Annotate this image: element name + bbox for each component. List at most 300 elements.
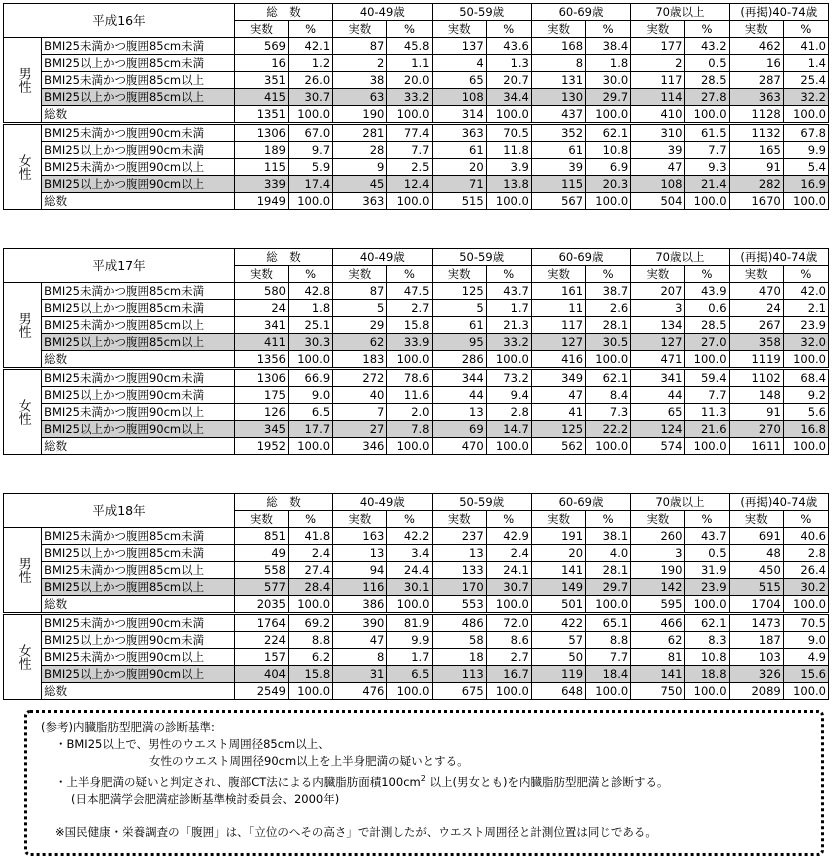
value-cell: 94 [333, 562, 387, 579]
value-cell: 8.8 [586, 632, 631, 649]
table-row [4, 72, 829, 89]
value-cell: 1.8 [586, 55, 631, 72]
value-cell: 23.9 [783, 317, 828, 334]
value-cell: 33.2 [486, 334, 531, 351]
value-cell: 100.0 [387, 438, 432, 455]
value-cell: 100.0 [586, 351, 631, 369]
value-cell: 30.1 [387, 579, 432, 596]
value-cell: 352 [531, 124, 585, 142]
value-cell: 42.1 [288, 38, 332, 55]
value-cell: 48 [729, 545, 783, 562]
row-label: BMI25未満かつ腹囲90cm未満 [42, 614, 235, 632]
row-label: BMI25以上かつ腹囲85cm以上 [42, 334, 235, 351]
value-cell: 341 [631, 369, 685, 387]
value-cell: 100.0 [783, 438, 828, 455]
value-cell: 1.1 [387, 55, 432, 72]
sex-label: 女性 [4, 369, 42, 455]
value-cell: 1.2 [288, 55, 332, 72]
value-cell: 5.4 [783, 159, 828, 176]
value-cell: 20.3 [586, 176, 631, 193]
value-cell: 1102 [729, 369, 783, 387]
value-cell: 1952 [234, 438, 288, 455]
row-label: BMI25以上かつ腹囲90cm以上 [42, 421, 235, 438]
value-cell: 31 [333, 666, 387, 683]
value-cell: 100.0 [486, 106, 531, 124]
value-cell: 282 [729, 176, 783, 193]
value-cell: 13 [432, 545, 486, 562]
value-cell: 26.4 [783, 562, 828, 579]
row-label: BMI25以上かつ腹囲90cm以上 [42, 666, 235, 683]
value-cell: 207 [631, 283, 685, 300]
value-cell: 9.0 [783, 632, 828, 649]
value-cell: 17.7 [288, 421, 332, 438]
table-row [4, 193, 829, 210]
age-group-header: 60-69歳 [531, 494, 630, 511]
value-cell: 137 [432, 38, 486, 55]
value-cell: 2 [631, 55, 685, 72]
age-group-header: 総 数 [234, 494, 332, 511]
value-cell: 58 [432, 632, 486, 649]
value-cell: 9.3 [685, 159, 729, 176]
value-cell: 100.0 [783, 193, 828, 210]
table-row [4, 632, 829, 649]
note-line-2: 女性のウエスト周囲径90cm以上を上半身肥満の疑いとする。 [149, 754, 469, 768]
value-cell: 163 [333, 528, 387, 545]
value-cell: 346 [333, 438, 387, 455]
value-cell: 29 [333, 317, 387, 334]
value-cell: 8.4 [586, 387, 631, 404]
value-cell: 100.0 [586, 193, 631, 210]
value-cell: 20 [531, 545, 585, 562]
value-cell: 1.8 [288, 300, 332, 317]
count-header: 実数 [631, 266, 685, 283]
value-cell: 13 [432, 404, 486, 421]
row-label: BMI25未満かつ腹囲85cm未満 [42, 528, 235, 545]
value-cell: 25.4 [783, 72, 828, 89]
age-group-header: 50-59歳 [432, 4, 531, 21]
row-label: BMI25未満かつ腹囲85cm以上 [42, 72, 235, 89]
value-cell: 70.5 [486, 124, 531, 142]
value-cell: 77.4 [387, 124, 432, 142]
count-header: 実数 [531, 266, 585, 283]
note-line-3-sup: 2 [420, 774, 426, 783]
value-cell: 27.4 [288, 562, 332, 579]
value-cell: 1351 [234, 106, 288, 124]
age-group-header: 40-49歳 [333, 494, 432, 511]
value-cell: 18.8 [685, 666, 729, 683]
value-cell: 416 [531, 351, 585, 369]
value-cell: 28.4 [288, 579, 332, 596]
value-cell: 38.4 [586, 38, 631, 55]
value-cell: 59.4 [685, 369, 729, 387]
value-cell: 7.3 [586, 404, 631, 421]
value-cell: 9.0 [288, 387, 332, 404]
value-cell: 13.8 [486, 176, 531, 193]
value-cell: 32.2 [783, 89, 828, 106]
value-cell: 486 [432, 614, 486, 632]
value-cell: 100.0 [288, 683, 332, 700]
row-label: 総数 [42, 106, 235, 124]
value-cell: 38.7 [586, 283, 631, 300]
value-cell: 410 [631, 106, 685, 124]
value-cell: 100.0 [288, 438, 332, 455]
value-cell: 2.6 [586, 300, 631, 317]
value-cell: 0.5 [685, 55, 729, 72]
value-cell: 7.7 [586, 649, 631, 666]
value-cell: 16.7 [486, 666, 531, 683]
value-cell: 28.1 [586, 562, 631, 579]
value-cell: 33.2 [387, 89, 432, 106]
value-cell: 326 [729, 666, 783, 683]
value-cell: 28.5 [685, 317, 729, 334]
value-cell: 43.2 [685, 38, 729, 55]
age-group-header: 50-59歳 [432, 249, 531, 266]
value-cell: 569 [234, 38, 288, 55]
value-cell: 21.4 [685, 176, 729, 193]
value-cell: 62.1 [586, 369, 631, 387]
row-label: BMI25未満かつ腹囲85cm未満 [42, 38, 235, 55]
value-cell: 7.8 [387, 421, 432, 438]
age-group-header: 60-69歳 [531, 249, 630, 266]
value-cell: 363 [432, 124, 486, 142]
count-header: 実数 [531, 511, 585, 528]
value-cell: 1704 [729, 596, 783, 614]
value-cell: 18 [432, 649, 486, 666]
value-cell: 125 [432, 283, 486, 300]
value-cell: 40 [333, 387, 387, 404]
value-cell: 404 [234, 666, 288, 683]
value-cell: 69.2 [288, 614, 332, 632]
value-cell: 69 [432, 421, 486, 438]
value-cell: 471 [631, 351, 685, 369]
value-cell: 8.8 [288, 632, 332, 649]
era-label: 平成17年 [4, 249, 235, 283]
value-cell: 100.0 [586, 106, 631, 124]
table-row [4, 55, 829, 72]
value-cell: 161 [531, 283, 585, 300]
value-cell: 81.9 [387, 614, 432, 632]
value-cell: 187 [729, 632, 783, 649]
value-cell: 1670 [729, 193, 783, 210]
bmi-waist-table [3, 493, 829, 700]
value-cell: 67.8 [783, 124, 828, 142]
value-cell: 157 [234, 649, 288, 666]
value-cell: 29.7 [586, 579, 631, 596]
value-cell: 30.7 [486, 579, 531, 596]
percent-header: % [586, 266, 631, 283]
table-row [4, 283, 829, 300]
value-cell: 70.5 [783, 614, 828, 632]
row-label: BMI25未満かつ腹囲85cm未満 [42, 283, 235, 300]
value-cell: 133 [432, 562, 486, 579]
value-cell: 124 [631, 421, 685, 438]
value-cell: 272 [333, 369, 387, 387]
table-row [4, 38, 829, 55]
value-cell: 11.8 [486, 142, 531, 159]
value-cell: 577 [234, 579, 288, 596]
value-cell: 126 [234, 404, 288, 421]
value-cell: 1119 [729, 351, 783, 369]
value-cell: 95 [432, 334, 486, 351]
percent-header: % [783, 266, 828, 283]
percent-header: % [387, 511, 432, 528]
percent-header: % [387, 266, 432, 283]
percent-header: % [586, 511, 631, 528]
table-row [4, 317, 829, 334]
row-label: BMI25以上かつ腹囲85cm未満 [42, 300, 235, 317]
value-cell: 345 [234, 421, 288, 438]
value-cell: 41 [531, 404, 585, 421]
value-cell: 9.7 [288, 142, 332, 159]
value-cell: 28.1 [586, 317, 631, 334]
table-row [4, 142, 829, 159]
value-cell: 131 [531, 72, 585, 89]
value-cell: 287 [729, 72, 783, 89]
value-cell: 310 [631, 124, 685, 142]
value-cell: 100.0 [387, 106, 432, 124]
value-cell: 1949 [234, 193, 288, 210]
value-cell: 10.8 [586, 142, 631, 159]
value-cell: 100.0 [685, 683, 729, 700]
row-label: BMI25未満かつ腹囲90cm以上 [42, 159, 235, 176]
value-cell: 100.0 [783, 683, 828, 700]
value-cell: 62.1 [685, 614, 729, 632]
value-cell: 65.1 [586, 614, 631, 632]
value-cell: 47 [333, 632, 387, 649]
count-header: 実数 [333, 511, 387, 528]
value-cell: 5.9 [288, 159, 332, 176]
value-cell: 8 [333, 649, 387, 666]
table-row [4, 421, 829, 438]
table-row [4, 404, 829, 421]
value-cell: 18.4 [586, 666, 631, 683]
count-header: 実数 [729, 21, 783, 38]
value-cell: 39 [631, 142, 685, 159]
value-cell: 27.0 [685, 334, 729, 351]
row-label: BMI25未満かつ腹囲90cm未満 [42, 369, 235, 387]
value-cell: 21.6 [685, 421, 729, 438]
value-cell: 462 [729, 38, 783, 55]
value-cell: 9.9 [387, 632, 432, 649]
note-line-3b: 以上(男女とも)を内臓脂肪型肥満と診断する。 [425, 774, 669, 789]
table-row [4, 334, 829, 351]
count-header: 実数 [531, 21, 585, 38]
value-cell: 2.5 [387, 159, 432, 176]
value-cell: 7.7 [685, 142, 729, 159]
value-cell: 22.2 [586, 421, 631, 438]
value-cell: 125 [531, 421, 585, 438]
value-cell: 127 [531, 334, 585, 351]
value-cell: 31.9 [685, 562, 729, 579]
count-header: 実数 [432, 21, 486, 38]
value-cell: 190 [631, 562, 685, 579]
value-cell: 87 [333, 283, 387, 300]
value-cell: 344 [432, 369, 486, 387]
value-cell: 100.0 [685, 438, 729, 455]
table-row [4, 545, 829, 562]
age-group-header: (再掲)40-74歳 [729, 4, 828, 21]
count-header: 実数 [234, 21, 288, 38]
count-header: 実数 [631, 511, 685, 528]
value-cell: 1.7 [387, 649, 432, 666]
value-cell: 15.6 [783, 666, 828, 683]
value-cell: 6.5 [387, 666, 432, 683]
value-cell: 165 [729, 142, 783, 159]
table-row [4, 683, 829, 700]
table-row [4, 300, 829, 317]
value-cell: 130 [531, 89, 585, 106]
table-row [4, 176, 829, 193]
row-label: 総数 [42, 438, 235, 455]
value-cell: 260 [631, 528, 685, 545]
value-cell: 515 [729, 579, 783, 596]
value-cell: 691 [729, 528, 783, 545]
row-label: BMI25以上かつ腹囲85cm以上 [42, 89, 235, 106]
age-group-header: 総 数 [234, 249, 332, 266]
value-cell: 4.9 [783, 649, 828, 666]
value-cell: 61 [531, 142, 585, 159]
count-header: 実数 [234, 511, 288, 528]
value-cell: 7 [333, 404, 387, 421]
row-label: 総数 [42, 351, 235, 369]
row-label: BMI25以上かつ腹囲90cm未満 [42, 632, 235, 649]
value-cell: 341 [234, 317, 288, 334]
value-cell: 47 [631, 159, 685, 176]
value-cell: 1306 [234, 369, 288, 387]
value-cell: 15.8 [288, 666, 332, 683]
age-group-header: 70歳以上 [631, 494, 729, 511]
value-cell: 476 [333, 683, 387, 700]
value-cell: 100.0 [486, 351, 531, 369]
row-label: BMI25未満かつ腹囲90cm以上 [42, 404, 235, 421]
percent-header: % [288, 511, 332, 528]
row-label: 総数 [42, 683, 235, 700]
value-cell: 2.8 [783, 545, 828, 562]
value-cell: 142 [631, 579, 685, 596]
row-label: BMI25以上かつ腹囲85cm未満 [42, 545, 235, 562]
value-cell: 750 [631, 683, 685, 700]
age-group-header: 50-59歳 [432, 494, 531, 511]
value-cell: 1.7 [486, 300, 531, 317]
value-cell: 63 [333, 89, 387, 106]
count-header: 実数 [729, 511, 783, 528]
value-cell: 81 [631, 649, 685, 666]
value-cell: 4 [432, 55, 486, 72]
percent-header: % [387, 21, 432, 38]
value-cell: 567 [531, 193, 585, 210]
value-cell: 177 [631, 38, 685, 55]
value-cell: 5 [432, 300, 486, 317]
row-label: BMI25以上かつ腹囲85cm未満 [42, 55, 235, 72]
value-cell: 115 [234, 159, 288, 176]
value-cell: 100.0 [288, 596, 332, 614]
value-cell: 38 [333, 72, 387, 89]
sex-label: 女性 [4, 124, 42, 210]
value-cell: 44 [631, 387, 685, 404]
value-cell: 116 [333, 579, 387, 596]
value-cell: 113 [432, 666, 486, 683]
value-cell: 191 [531, 528, 585, 545]
count-header: 実数 [234, 266, 288, 283]
value-cell: 100.0 [387, 193, 432, 210]
value-cell: 100.0 [685, 351, 729, 369]
value-cell: 9.4 [486, 387, 531, 404]
value-cell: 2.7 [387, 300, 432, 317]
value-cell: 504 [631, 193, 685, 210]
value-cell: 24 [729, 300, 783, 317]
row-label: BMI25以上かつ腹囲90cm以上 [42, 176, 235, 193]
value-cell: 1.4 [783, 55, 828, 72]
percent-header: % [486, 266, 531, 283]
value-cell: 61 [432, 317, 486, 334]
value-cell: 30.7 [288, 89, 332, 106]
value-cell: 42.2 [387, 528, 432, 545]
value-cell: 466 [631, 614, 685, 632]
value-cell: 141 [631, 666, 685, 683]
value-cell: 43.7 [486, 283, 531, 300]
percent-header: % [685, 511, 729, 528]
row-label: 総数 [42, 596, 235, 614]
value-cell: 100.0 [586, 683, 631, 700]
bmi-waist-table [3, 3, 829, 210]
value-cell: 314 [432, 106, 486, 124]
reference-note-box [24, 710, 824, 856]
value-cell: 411 [234, 334, 288, 351]
value-cell: 24.4 [387, 562, 432, 579]
value-cell: 108 [432, 89, 486, 106]
value-cell: 62 [631, 632, 685, 649]
value-cell: 580 [234, 283, 288, 300]
row-label: BMI25未満かつ腹囲85cm以上 [42, 562, 235, 579]
table-row [4, 124, 829, 142]
value-cell: 13 [333, 545, 387, 562]
value-cell: 100.0 [486, 596, 531, 614]
table-row [4, 159, 829, 176]
value-cell: 100.0 [586, 438, 631, 455]
value-cell: 33.9 [387, 334, 432, 351]
value-cell: 134 [631, 317, 685, 334]
sex-label: 男性 [4, 528, 42, 614]
value-cell: 73.2 [486, 369, 531, 387]
value-cell: 100.0 [486, 193, 531, 210]
value-cell: 34.4 [486, 89, 531, 106]
value-cell: 100.0 [783, 351, 828, 369]
value-cell: 1356 [234, 351, 288, 369]
value-cell: 100.0 [387, 351, 432, 369]
value-cell: 38.1 [586, 528, 631, 545]
table-row [4, 596, 829, 614]
value-cell: 6.2 [288, 649, 332, 666]
value-cell: 115 [531, 176, 585, 193]
value-cell: 103 [729, 649, 783, 666]
percent-header: % [288, 266, 332, 283]
value-cell: 39 [531, 159, 585, 176]
row-label: BMI25以上かつ腹囲90cm未満 [42, 387, 235, 404]
value-cell: 349 [531, 369, 585, 387]
value-cell: 437 [531, 106, 585, 124]
count-header: 実数 [333, 21, 387, 38]
value-cell: 574 [631, 438, 685, 455]
value-cell: 100.0 [783, 106, 828, 124]
value-cell: 65 [631, 404, 685, 421]
age-group-header: (再掲)40-74歳 [729, 249, 828, 266]
value-cell: 100.0 [685, 106, 729, 124]
value-cell: 175 [234, 387, 288, 404]
value-cell: 422 [531, 614, 585, 632]
value-cell: 47.5 [387, 283, 432, 300]
value-cell: 11.3 [685, 404, 729, 421]
value-cell: 339 [234, 176, 288, 193]
